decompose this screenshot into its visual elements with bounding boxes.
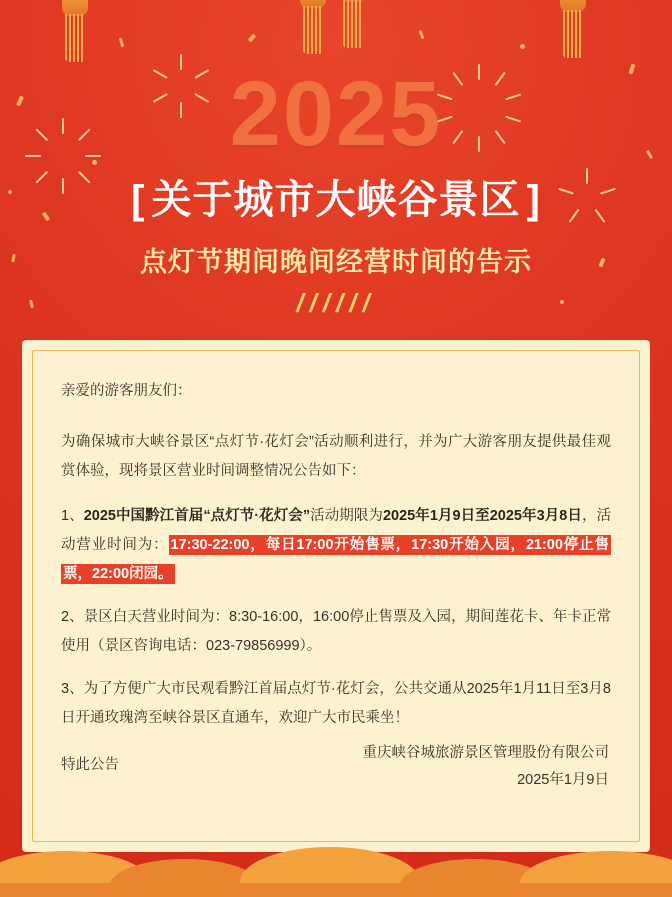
lantern-tassel-icon [62,0,88,62]
title-close-bracket: ] [526,178,541,222]
confetti-decoration [419,30,425,39]
notice-item-3 [61,675,611,733]
notice-item-1 [61,502,611,589]
bottom-decoration [0,837,672,897]
slash-decoration: ////// [296,288,376,318]
notice-greeting: 亲爱的游客朋友们： [61,383,192,399]
signature-date: 2025年1月9日 [517,772,609,789]
page-subtitle: 点灯节期间晚间经营时间的告示 [140,247,532,277]
lantern-tassel-icon [560,0,586,58]
item-1-tail: ，活动营业时间为： [61,508,612,553]
item-3-index: 3、 [61,681,84,697]
item-3-text: 为了方便广大市民观看黔江首届点灯节·花灯会，公共交通从2025年1月11日至3月8日开通玫瑰湾至峡谷景区直通车，欢迎广大市民乘坐！ [61,681,611,726]
item-1-date: 2025年1月9日至2025年3月8日 [382,508,582,524]
item-1-mid: 活动期限为 [310,508,383,524]
item-2-text: 景区白天营业时间为：8:30-16:00，16:00停止售票及入园，期间莲花卡、年卡正常使用（景区咨询电话：023-79856999）。 [61,609,611,654]
lantern-tassel-icon [340,0,366,48]
item-1-lead: 2025中国黔江首届“点灯节·花灯会” [83,508,311,524]
poster-year: 2025 [229,63,443,165]
notice-closing: 特此公告 [61,757,119,773]
signature-organization: 重庆峡谷城旅游景区管理股份有限公司 [362,744,609,761]
lantern-tassel-icon [300,0,326,54]
notice-item-2 [61,603,611,661]
item-1-index: 1、 [61,508,84,524]
confetti-decoration [119,38,124,47]
notice-signature [363,740,610,795]
confetti-decoration [92,160,97,165]
notice-card-body [32,350,640,842]
confetti-decoration [248,34,256,43]
title-text: 关于城市大峡谷景区 [151,178,521,222]
title-open-bracket: [ [131,178,146,222]
notice-card [22,340,650,852]
notice-intro: 为确保城市大峡谷景区“点灯节·花灯会”活动顺利进行，并为广大游客朋友提供最佳观赏体验，现将景区营业时间调整情况公告如下： [61,434,611,479]
item-2-index: 2、 [61,609,84,625]
confetti-decoration [520,44,525,49]
item-1-highlight: 17:30-22:00，每日17:00开始售票，17:30开始入园，21:00停止售票，22:00闭园。 [63,537,610,582]
page-title [0,176,672,224]
